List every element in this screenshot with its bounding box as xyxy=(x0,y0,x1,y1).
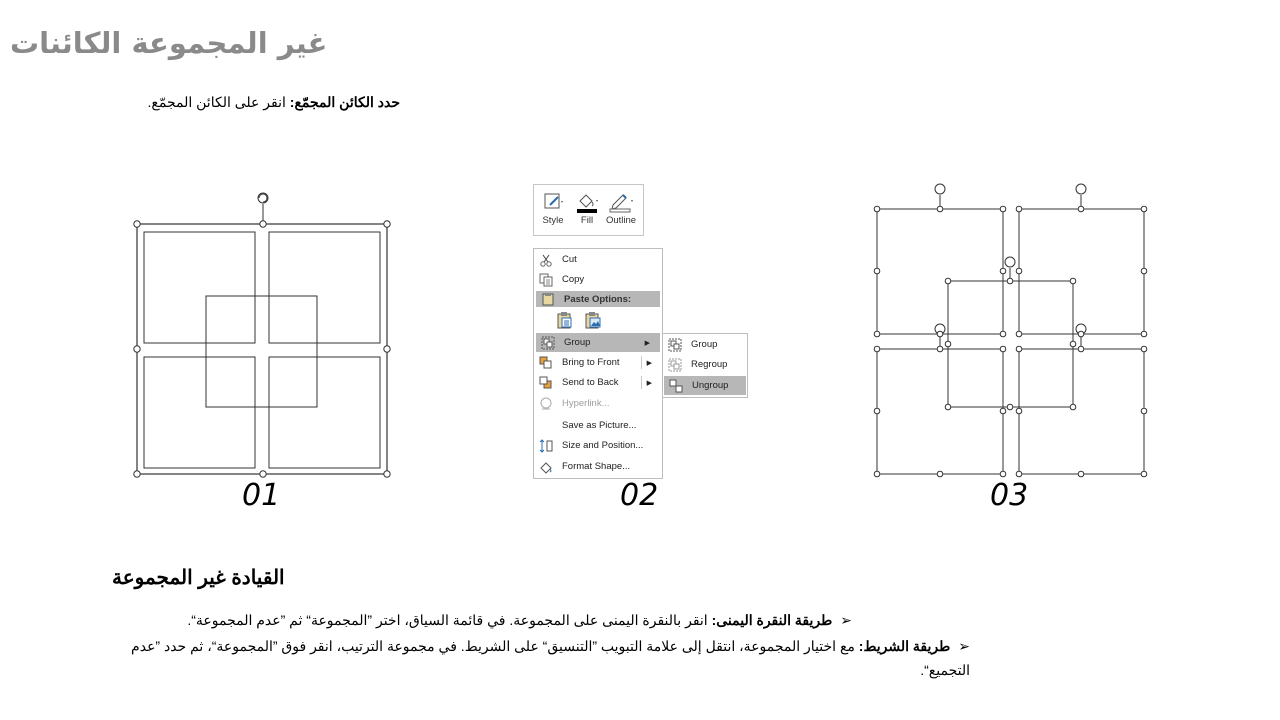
instruction-bold: حدد الكائن المجمّع: xyxy=(289,94,400,110)
submenu-arrow-icon: ▶ xyxy=(644,339,650,347)
style-icon xyxy=(536,189,570,215)
bullet-right-click-bold: طريقة النقرة اليمنى: xyxy=(711,612,833,628)
step-number-01: 01 xyxy=(242,478,281,513)
submenu-item-regroup[interactable] xyxy=(663,355,747,374)
group-icon xyxy=(536,336,560,350)
ungrouped-objects-illustration xyxy=(868,180,1153,480)
fill-button[interactable] xyxy=(570,189,604,226)
size-position-icon xyxy=(534,439,558,453)
menu-item-bring-to-front-label: Bring to Front xyxy=(562,357,620,368)
bullet-right-click xyxy=(100,608,852,632)
split-divider xyxy=(641,356,642,369)
menu-item-hyperlink-label: Hyperlink... xyxy=(562,398,610,409)
style-button[interactable] xyxy=(536,189,570,226)
split-divider xyxy=(641,376,642,389)
regroup-icon xyxy=(663,358,687,372)
mini-toolbar xyxy=(533,184,644,236)
paste-keep-format-button[interactable] xyxy=(556,311,574,332)
grouped-object-illustration xyxy=(128,186,398,482)
hyperlink-icon xyxy=(534,397,558,411)
menu-item-format-shape[interactable] xyxy=(534,457,662,476)
menu-item-save-as-picture[interactable] xyxy=(534,416,662,435)
clipboard-icon xyxy=(536,292,560,306)
menu-item-size-and-position-label: Size and Position... xyxy=(562,440,644,451)
group-submenu xyxy=(662,333,748,398)
menu-item-size-and-position[interactable] xyxy=(534,436,662,455)
submenu-item-ungroup[interactable] xyxy=(664,376,746,395)
menu-item-group[interactable] xyxy=(536,333,660,352)
menu-item-hyperlink[interactable] xyxy=(534,394,662,413)
paint-bucket-icon xyxy=(570,189,604,215)
menu-item-group-label: Group xyxy=(564,337,591,348)
paste-options-label: Paste Options: xyxy=(564,293,632,305)
paste-keep-icon xyxy=(556,321,574,332)
menu-item-copy[interactable] xyxy=(534,270,662,289)
menu-item-send-to-back[interactable] xyxy=(534,373,662,392)
section-heading: القيادة غير المجموعة xyxy=(112,567,285,589)
menu-item-bring-to-front[interactable] xyxy=(534,353,662,372)
submenu-arrow-icon: ▶ xyxy=(646,379,652,387)
group-icon xyxy=(663,338,687,352)
bullet-right-click-text: انقر بالنقرة اليمنى على المجموعة. في قائمة السياق، اختر ”المجموعة“ ثم ”عدم المجموعة“. xyxy=(187,612,712,628)
submenu-regroup-label: Regroup xyxy=(691,359,728,370)
format-shape-icon xyxy=(534,460,558,474)
send-to-back-icon xyxy=(534,376,558,390)
bring-to-front-icon xyxy=(534,356,558,370)
bullet-ribbon xyxy=(100,634,970,682)
style-label: Style xyxy=(542,215,564,226)
arrow-bullet-icon: ➢ xyxy=(958,638,970,654)
step-number-02: 02 xyxy=(620,478,659,513)
outline-label: Outline xyxy=(605,215,637,226)
pen-outline-icon xyxy=(604,189,638,215)
page-title: غير المجموعة الكائنات xyxy=(10,26,328,60)
copy-icon xyxy=(534,273,558,287)
paste-options-header xyxy=(536,291,660,307)
bullet-ribbon-text: مع اختيار المجموعة، انتقل إلى علامة التبويب ”التنسيق“ على الشريط. في مجموعة الترتيب، انقر فوق ”المجموعة“، ثم حدد ”عدم التجميع“. xyxy=(131,638,970,678)
menu-item-save-as-picture-label: Save as Picture... xyxy=(562,420,637,431)
menu-item-format-shape-label: Format Shape... xyxy=(562,461,631,472)
menu-item-send-to-back-label: Send to Back xyxy=(562,377,619,388)
submenu-ungroup-label: Ungroup xyxy=(692,380,729,391)
menu-item-cut[interactable] xyxy=(534,250,662,269)
menu-item-cut-label: Cut xyxy=(562,254,577,265)
outline-button[interactable] xyxy=(604,189,638,226)
fill-label: Fill xyxy=(580,215,594,226)
instruction-line xyxy=(0,94,400,111)
instruction-text: انقر على الكائن المجمّع. xyxy=(147,94,290,110)
menu-item-copy-label: Copy xyxy=(562,274,585,285)
arrow-bullet-icon: ➢ xyxy=(840,612,852,628)
submenu-item-group[interactable] xyxy=(663,335,747,354)
step-number-03: 03 xyxy=(990,478,1029,513)
submenu-group-label: Group xyxy=(691,339,718,350)
scissors-icon xyxy=(534,253,558,267)
context-menu xyxy=(533,248,663,479)
paste-picture-icon xyxy=(584,321,602,332)
bullet-ribbon-bold: طريقة الشريط: xyxy=(858,638,951,654)
ungroup-icon xyxy=(664,379,688,393)
paste-picture-button[interactable] xyxy=(584,311,602,332)
submenu-arrow-icon: ▶ xyxy=(646,359,652,367)
